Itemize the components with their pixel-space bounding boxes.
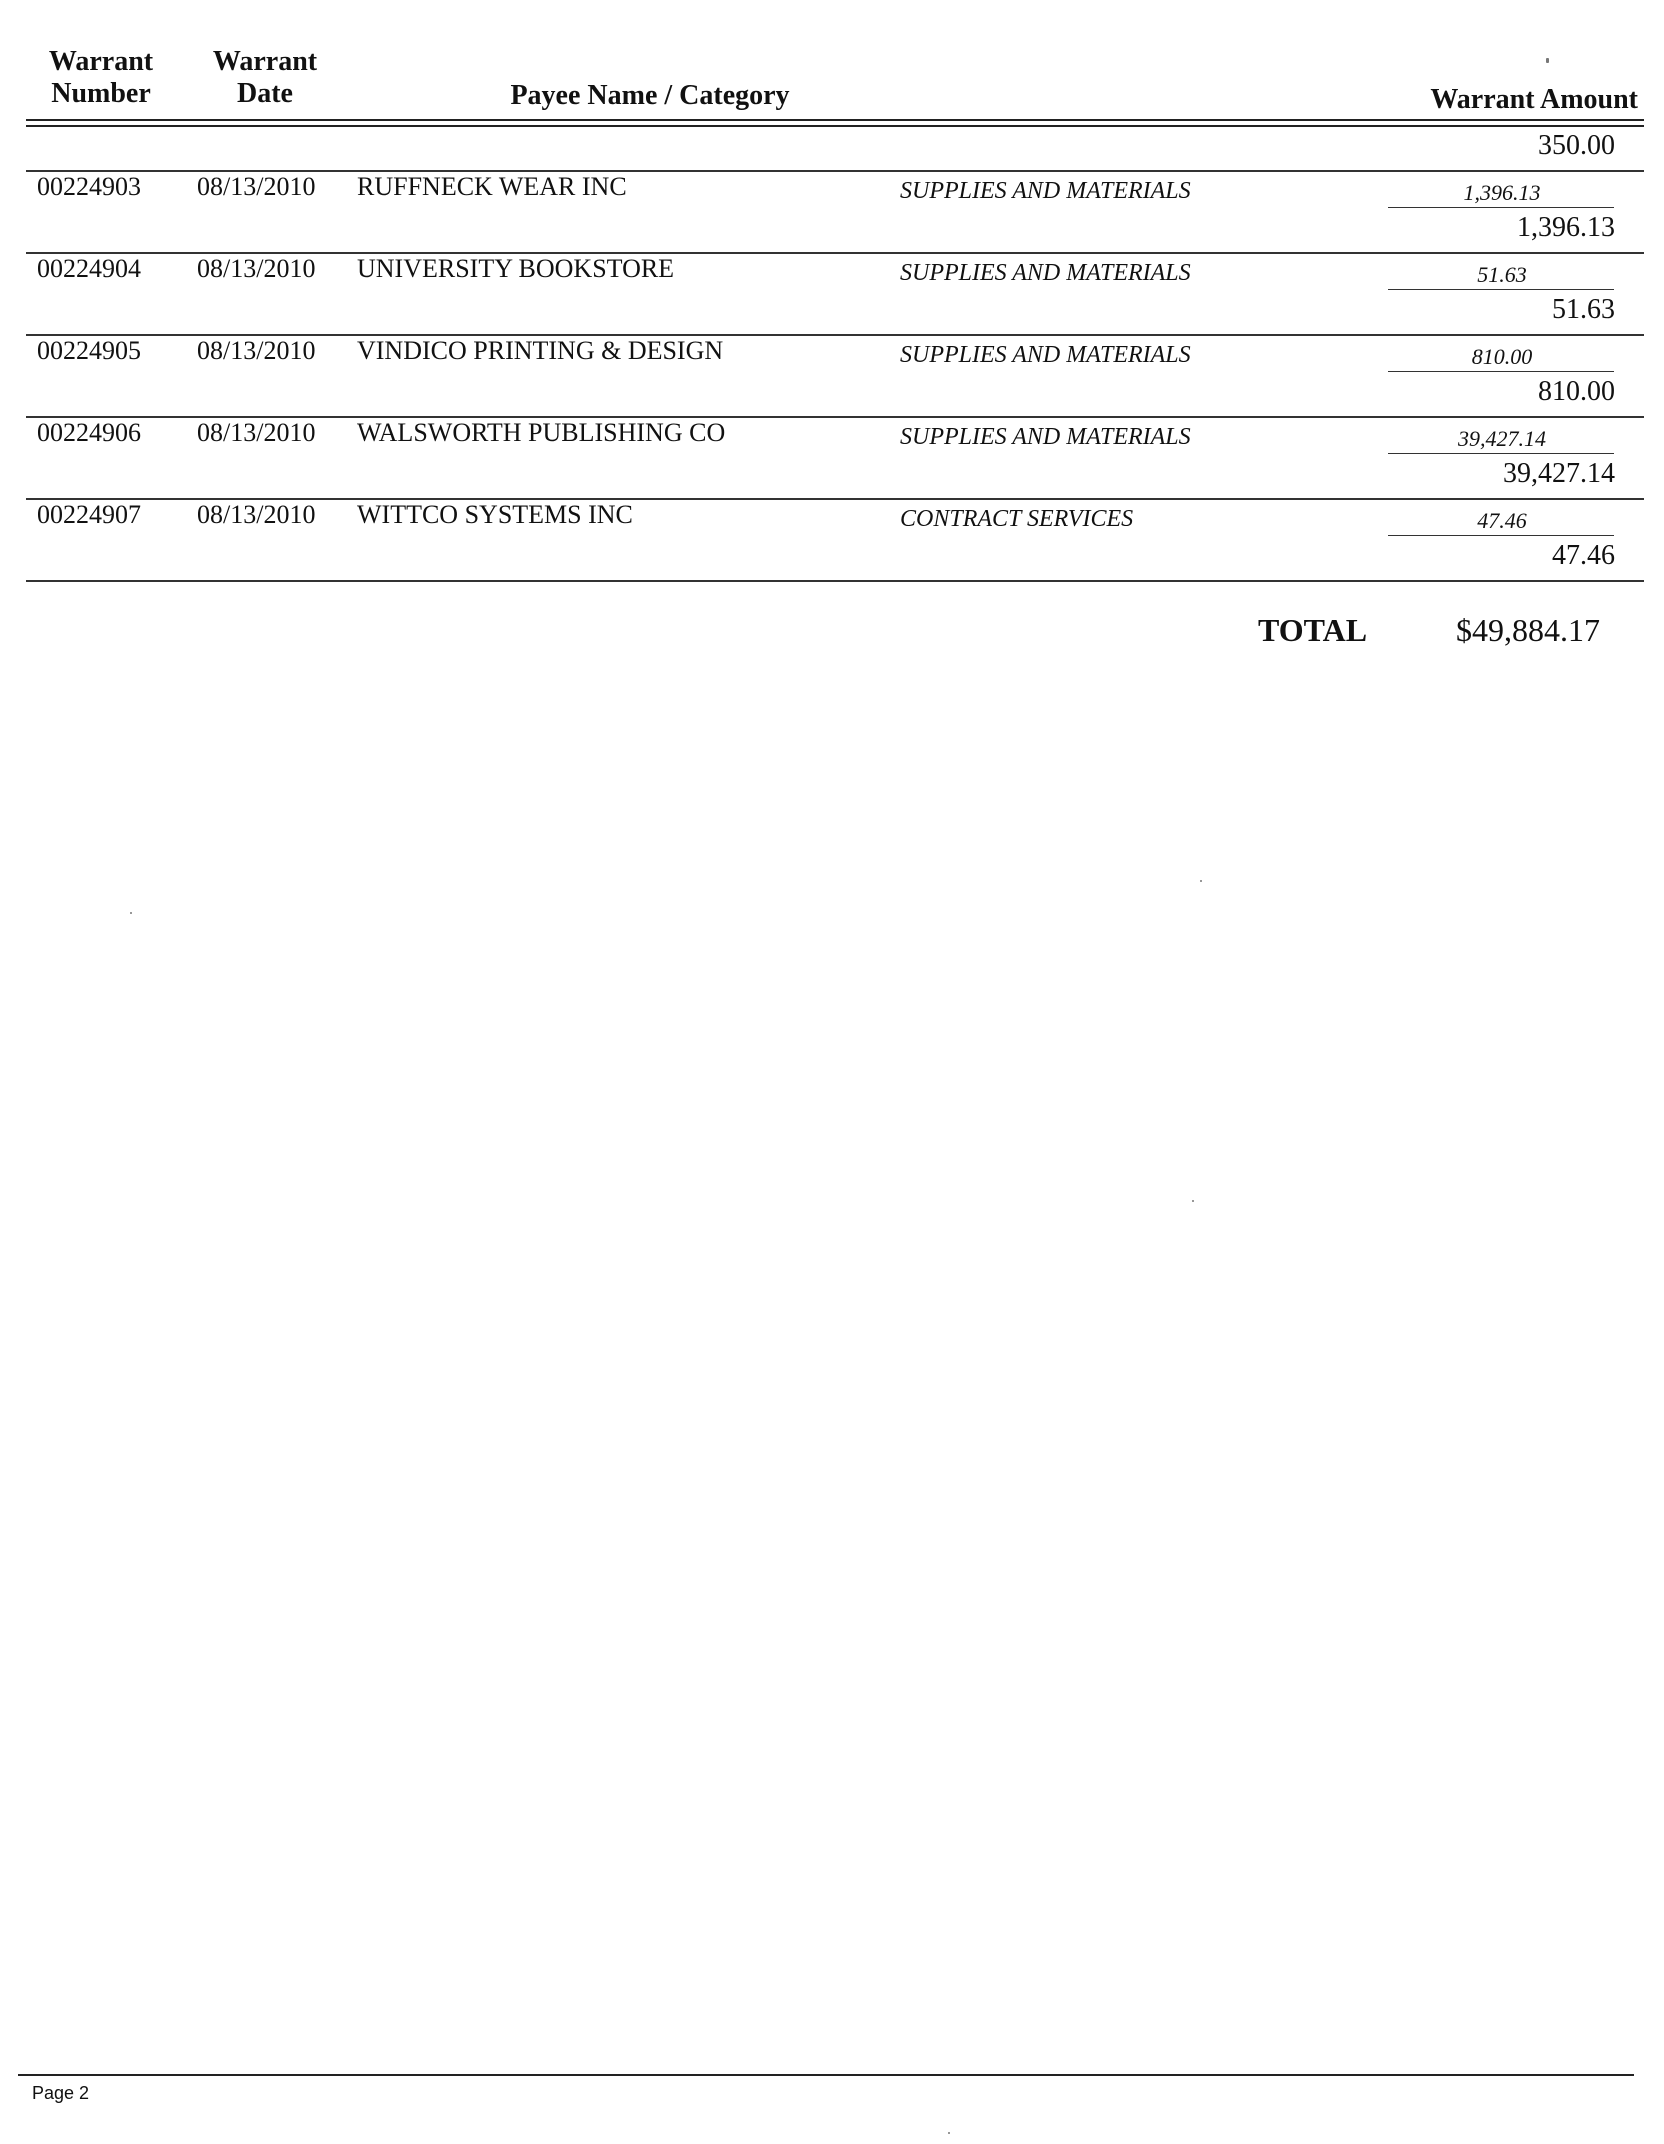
scan-speck <box>1546 58 1549 63</box>
warrant-amount: 47.46 <box>1552 540 1615 571</box>
warrant-date: 08/13/2010 <box>197 418 316 447</box>
subtotal-rule <box>1388 535 1614 536</box>
warrant-number: 00224907 <box>37 500 141 529</box>
payee-category: SUPPLIES AND MATERIALS <box>900 342 1191 368</box>
warrant-date: 08/13/2010 <box>197 172 316 201</box>
payee-category: CONTRACT SERVICES <box>900 506 1134 532</box>
total-label: TOTAL <box>1258 612 1368 648</box>
category-amount: 39,427.14 <box>1458 426 1546 451</box>
carry-over-amount: 350.00 <box>1538 130 1615 161</box>
scan-speck <box>1192 1200 1194 1202</box>
header-payee: Payee Name / Category <box>510 80 790 111</box>
header-warrant-number-line2: Number <box>51 78 151 109</box>
page-number: Page 2 <box>32 2083 90 2103</box>
payee-name: WITTCO SYSTEMS INC <box>357 500 633 529</box>
payee-name: UNIVERSITY BOOKSTORE <box>357 254 675 283</box>
payee-category: SUPPLIES AND MATERIALS <box>900 424 1191 450</box>
warrant-date: 08/13/2010 <box>197 336 316 365</box>
warrant-amount: 51.63 <box>1552 294 1615 325</box>
payee-name: VINDICO PRINTING & DESIGN <box>357 336 724 365</box>
warrant-number: 00224906 <box>37 418 141 447</box>
subtotal-rule <box>1388 207 1614 208</box>
warrant-amount: 1,396.13 <box>1517 212 1615 243</box>
header-warrant-amount: Warrant Amount <box>1430 84 1638 115</box>
footer-rule <box>18 2074 1634 2076</box>
payee-category: SUPPLIES AND MATERIALS <box>900 178 1191 204</box>
warrant-number: 00224904 <box>37 254 141 283</box>
category-amount: 47.46 <box>1477 508 1527 533</box>
warrant-amount: 39,427.14 <box>1503 458 1615 489</box>
header-warrant-number-line1: Warrant <box>48 46 154 77</box>
subtotal-rule <box>1388 289 1614 290</box>
category-amount: 51.63 <box>1477 262 1527 287</box>
header-warrant-date-line1: Warrant <box>212 46 318 77</box>
category-amount: 1,396.13 <box>1463 180 1541 205</box>
warrant-number: 00224903 <box>37 172 141 201</box>
category-amount: 810.00 <box>1471 344 1533 369</box>
subtotal-rule <box>1388 371 1614 372</box>
table-bottom-rule <box>26 580 1644 582</box>
header-warrant-date <box>200 46 330 110</box>
payee-category: SUPPLIES AND MATERIALS <box>900 260 1191 286</box>
warrant-date: 08/13/2010 <box>197 254 316 283</box>
warrant-amount: 810.00 <box>1538 376 1615 407</box>
header-double-rule <box>26 119 1644 127</box>
warrant-number: 00224905 <box>37 336 141 365</box>
warrant-date: 08/13/2010 <box>197 500 316 529</box>
header-warrant-number <box>36 46 166 110</box>
total-value: $49,884.17 <box>1456 612 1600 648</box>
scan-speck <box>130 912 132 914</box>
payee-name: WALSWORTH PUBLISHING CO <box>357 418 726 447</box>
subtotal-rule <box>1388 453 1614 454</box>
scan-speck <box>1200 880 1202 882</box>
payee-name: RUFFNECK WEAR INC <box>357 172 627 201</box>
scan-speck <box>948 2132 950 2134</box>
header-warrant-date-line2: Date <box>237 78 293 109</box>
